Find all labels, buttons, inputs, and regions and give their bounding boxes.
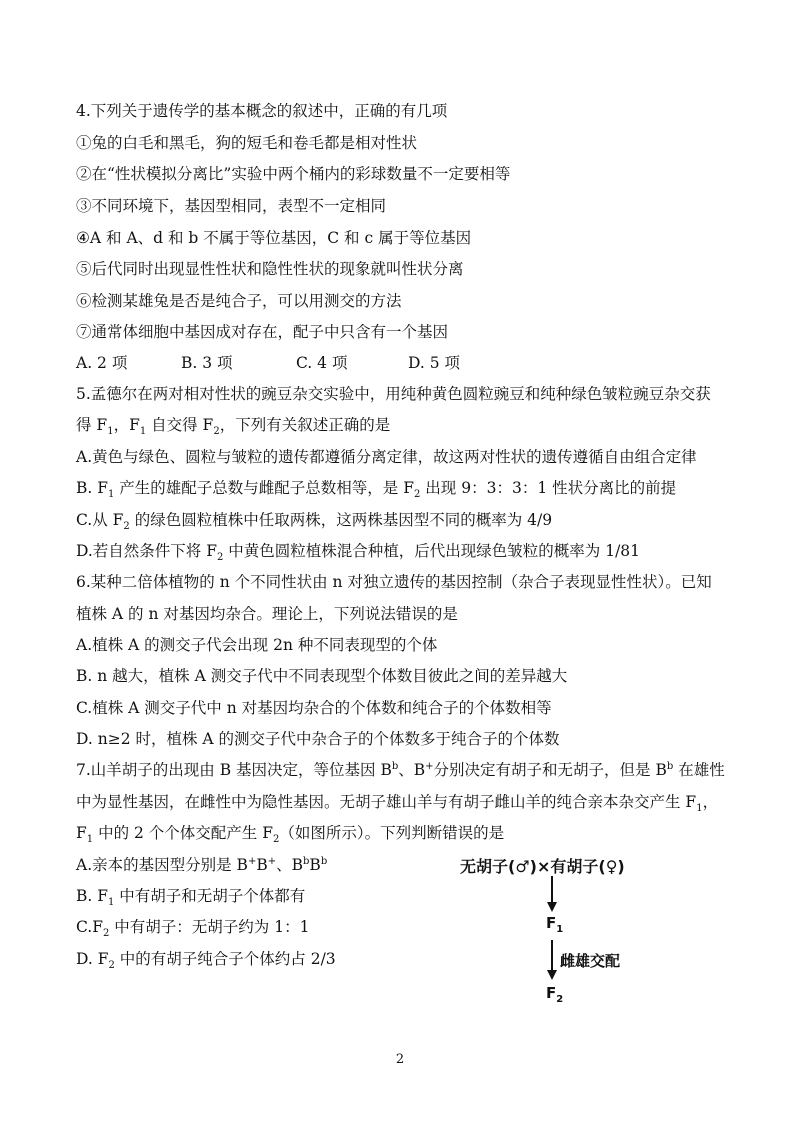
q4-option-c: C. 4 项 — [296, 354, 348, 372]
q4-item-6: ⑥检测某雄兔是否是纯合子，可以用测交的方法 — [76, 292, 402, 310]
q6-stem-line-2: 植株 A 的 n 对基因均杂合。理论上，下列说法错误的是 — [76, 605, 458, 623]
q4-option-b: B. 3 项 — [181, 354, 233, 372]
q7-option-d: D. $F_2$ 中的有胡子纯合子个体约占 2/3 — [76, 950, 336, 972]
q4-option-d: D. 5 项 — [408, 354, 461, 372]
q7-stem-line-3: $F_1$ 中的 2 个个体交配产生 $F_2$（如图所示）。下列判断错误的是 — [76, 824, 505, 846]
cross-diagram — [460, 848, 680, 1008]
q5-option-c: C.从 $F_2$ 的绿色圆粒植株中任取两株，这两株基因型不同的概率为 4/9 — [76, 511, 553, 533]
q6-option-b: B. n 越大，植株 A 测交子代中不同表现型个体数目彼此之间的差异越大 — [76, 667, 568, 685]
q7-stem-line-2: 中为显性基因，在雌性中为隐性基因。无胡子雄山羊与有胡子雌山羊的纯合亲本杂交产生 $F_1$， — [76, 793, 719, 815]
q6-option-d: D. n≥2 时，植株 A 的测交子代中杂合子的个体数多于纯合子的个体数 — [76, 730, 560, 748]
q6-stem-line-1: 6.某种二倍体植物的 n 个不同性状由 n 对独立遗传的基因控制（杂合子表现显性性状）。已知 — [76, 573, 712, 591]
diagram-f2-label: $F_2$ — [546, 984, 564, 1005]
q5-option-d: D.若自然条件下将 $F_2$ 中黄色圆粒植株混合种植，后代出现绿色皱粒的概率为 1/81 — [76, 542, 641, 564]
q4-options — [76, 353, 740, 373]
diagram-mating-label: 雌雄交配 — [560, 952, 621, 970]
q4-item-3: ③不同环境下，基因型相同，表型不一定相同 — [76, 197, 387, 215]
q5-option-a: A.黄色与绿色、圆粒与皱粒的遗传都遵循分离定律，故这两对性状的遗传遵循自由组合定律 — [76, 448, 697, 466]
q4-item-4: ④A 和 A、d 和 b 不属于等位基因，C 和 c 属于等位基因 — [76, 229, 472, 247]
q7-option-c: $C.F_2$ 中有胡子：无胡子约为 1：1 — [76, 918, 310, 940]
diagram-f1-label: $F_1$ — [546, 914, 564, 935]
diagram-parents-label: 无胡子(♂)×有胡子(♀) — [460, 857, 625, 876]
q7-option-a: A.亲本的基因型分别是 B+B+、$B^bB^b$ — [76, 855, 328, 874]
q4-option-a: A. 2 项 — [76, 354, 128, 372]
q5-stem-line-2: 得 $F_1$，$F_1$ 自交得 $F_2$，下列有关叙述正确的是 — [76, 416, 391, 438]
q5-option-b: B. $F_1$ 产生的雄配子总数与雌配子总数相等，是 $F_2$ 出现 9：3：3：1 性状分离比的前提 — [76, 479, 677, 501]
q4-stem: 4.下列关于遗传学的基本概念的叙述中，正确的有几项 — [76, 102, 448, 120]
arrow-down-icon — [546, 876, 558, 912]
q4-item-2: ②在“性状模拟分离比”实验中两个桶内的彩球数量不一定要相等 — [76, 165, 511, 183]
q4-item-1: ①兔的白毛和黑毛，狗的短毛和卷毛都是相对性状 — [76, 134, 418, 152]
q4-item-5: ⑤后代同时出现显性性状和隐性性状的现象就叫性状分离 — [76, 260, 464, 278]
q4-item-7: ⑦通常体细胞中基因成对存在，配子中只含有一个基因 — [76, 323, 449, 341]
q7-stem-line-1: 7.山羊胡子的出现由 B 基因决定，等位基因 $B^b$、B+分别决定有胡子和无胡子，但是 $B^b$ 在雄性 — [76, 760, 725, 779]
arrow-down-icon — [546, 940, 558, 980]
q7-option-b: B. $F_1$ 中有胡子和无胡子个体都有 — [76, 887, 306, 909]
page-number: 2 — [395, 1052, 405, 1067]
q5-stem-line-1: 5.孟德尔在两对相对性状的豌豆杂交实验中，用纯种黄色圆粒豌豆和纯种绿色皱粒豌豆杂交获 — [76, 385, 711, 403]
q6-option-c: C.植株 A 测交子代中 n 对基因均杂合的个体数和纯合子的个体数相等 — [76, 699, 552, 717]
q6-option-a: A.植株 A 的测交子代会出现 2n 种不同表现型的个体 — [76, 636, 438, 654]
